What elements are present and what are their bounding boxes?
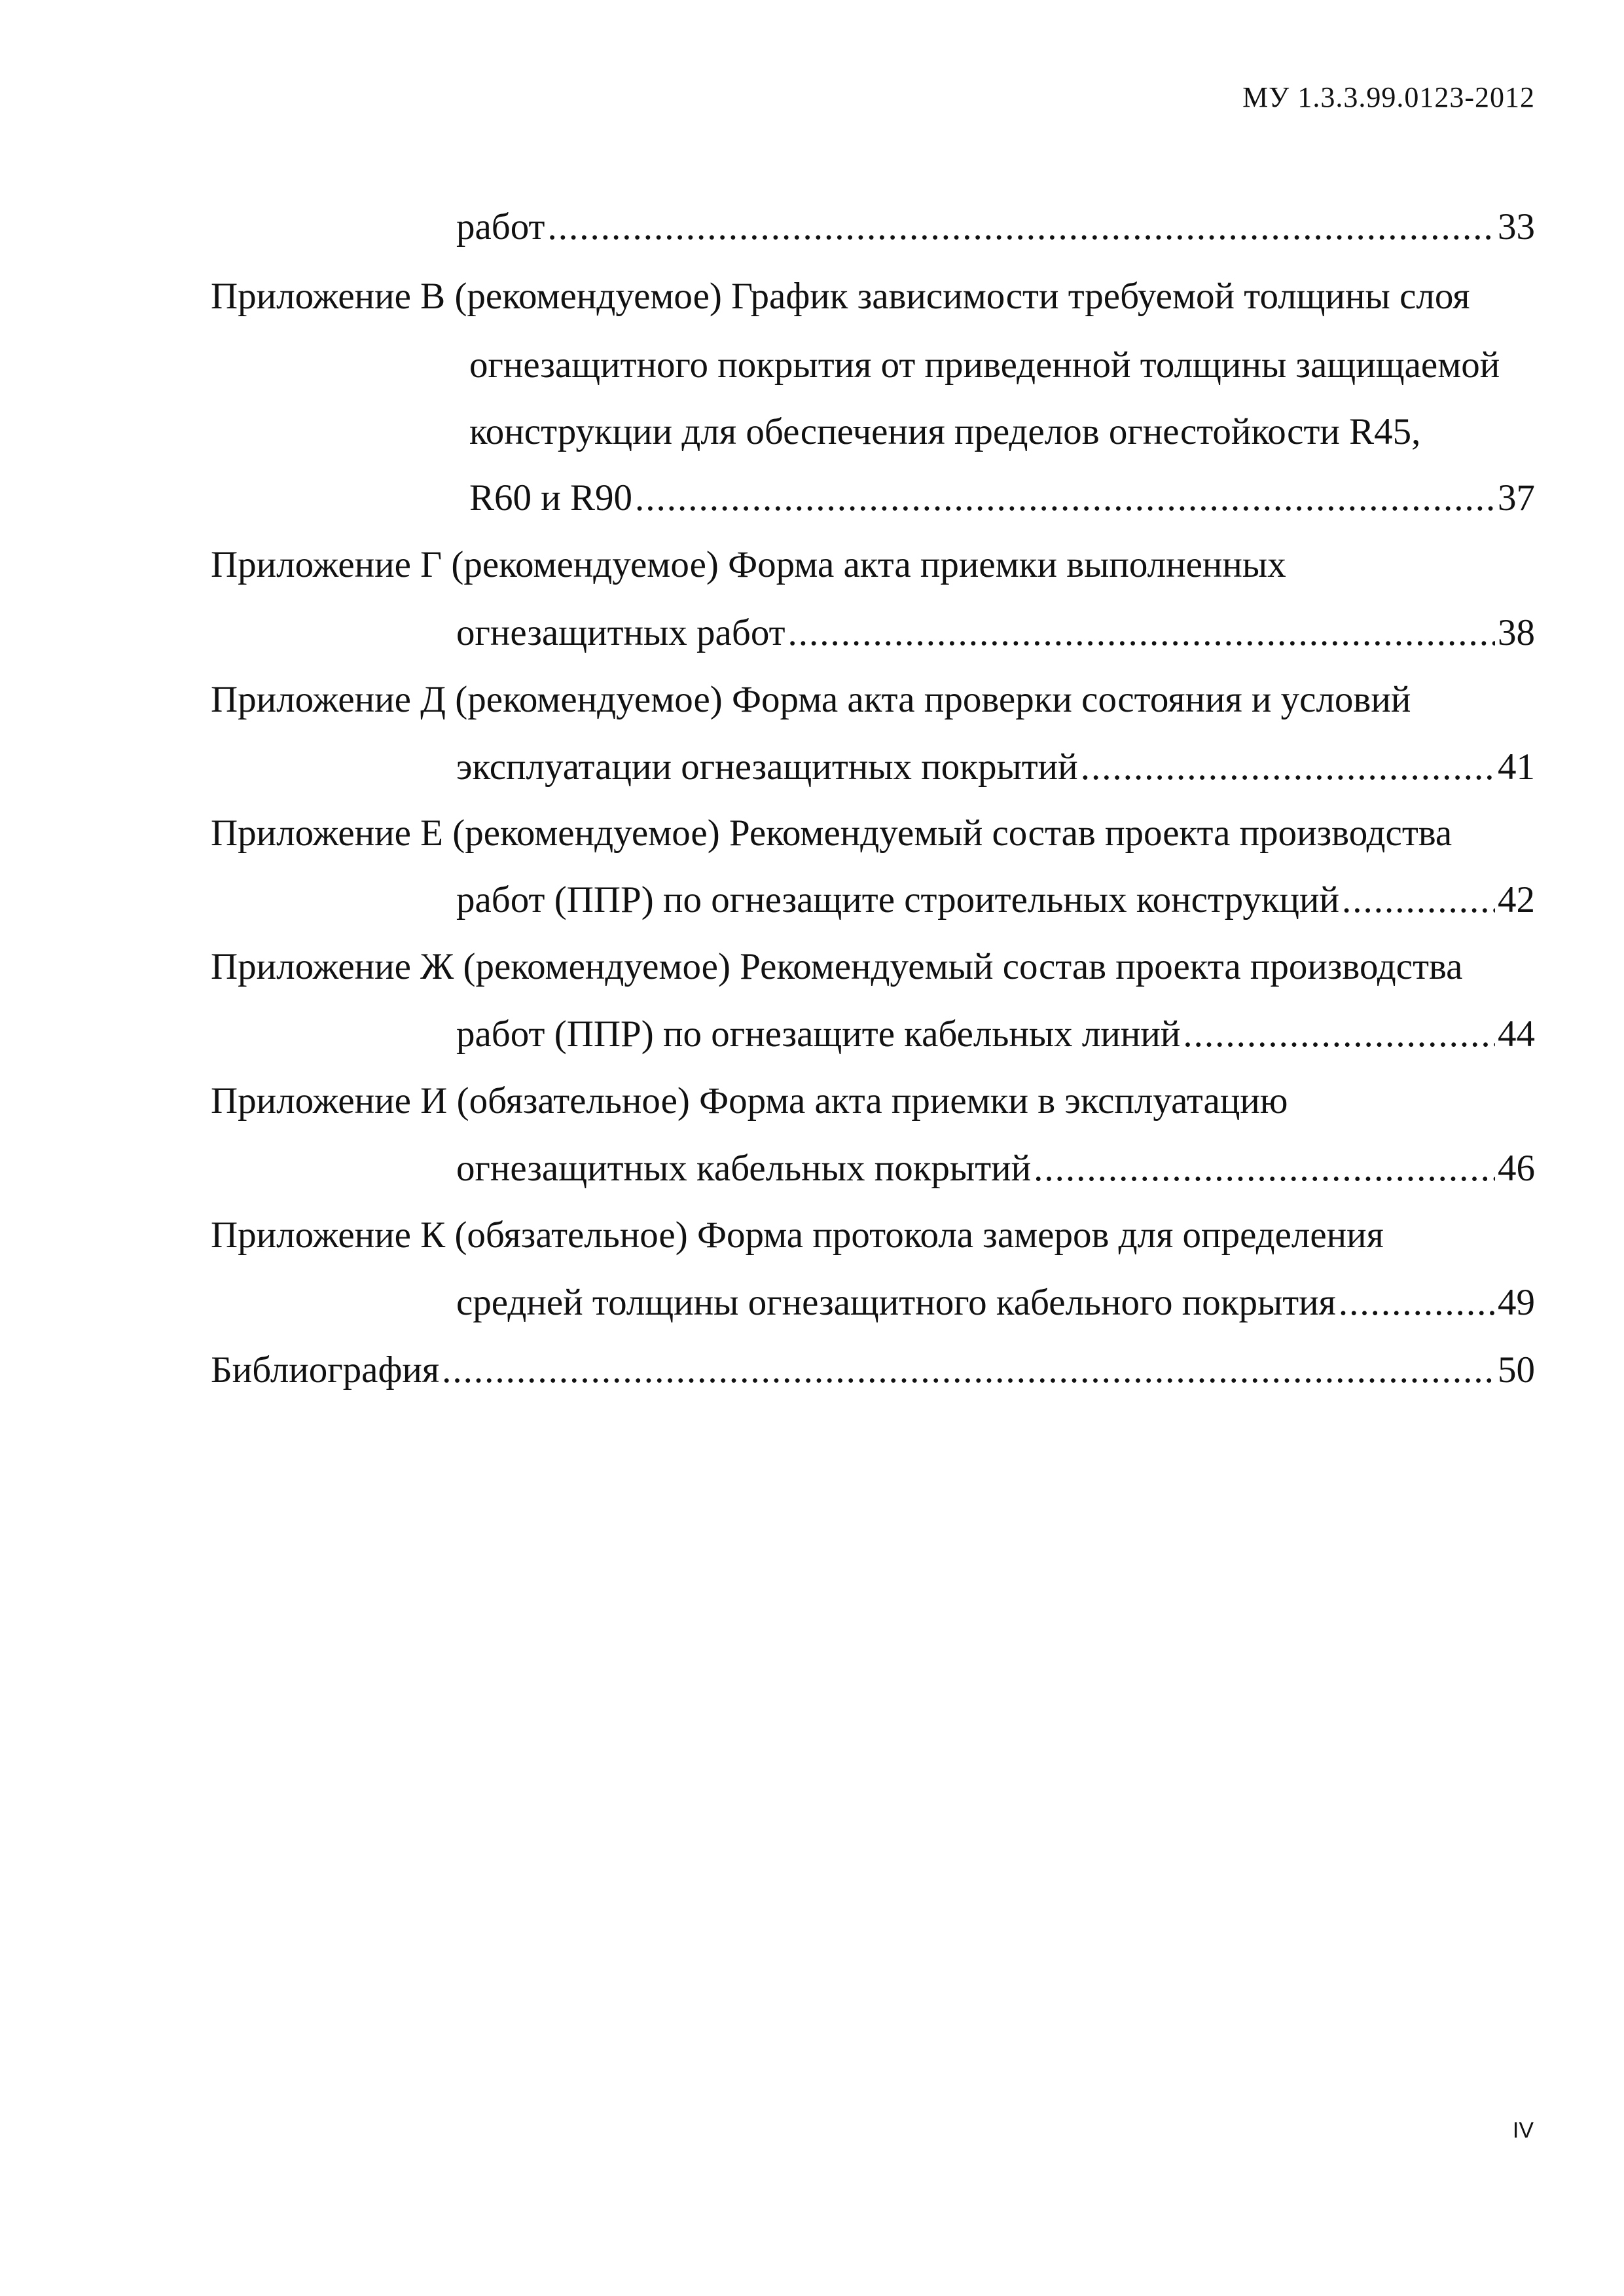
toc-entry-appendix-k-title[interactable]: Приложение К (обязательное) Форма протокола замеров для определения bbox=[211, 1214, 1384, 1256]
toc-page-number: 38 bbox=[1498, 612, 1535, 653]
toc-entry-appendix-v-line2: огнезащитного покрытия от приведенной толщины защищаемой bbox=[469, 344, 1500, 386]
page-number: IV bbox=[1512, 2118, 1534, 2143]
toc-entry-text: огнезащитных работ bbox=[456, 612, 785, 653]
toc-entry-text: огнезащитных кабельных покрытий bbox=[456, 1148, 1032, 1189]
toc-entry-appendix-d-last[interactable] bbox=[456, 744, 1535, 790]
dot-leader bbox=[635, 475, 1495, 521]
toc-entry-appendix-v-last[interactable] bbox=[469, 475, 1535, 521]
dot-leader bbox=[1342, 877, 1495, 923]
toc-entry-text: эксплуатации огнезащитных покрытий bbox=[456, 746, 1078, 788]
toc-page-number: 37 bbox=[1498, 477, 1535, 519]
toc-entry-appendix-v-title[interactable]: Приложение В (рекомендуемое) График зависимости требуемой толщины слоя bbox=[211, 276, 1470, 317]
toc-entry-bibliography[interactable] bbox=[211, 1347, 1535, 1393]
toc-page-number: 50 bbox=[1498, 1349, 1535, 1391]
dot-leader bbox=[1081, 744, 1495, 790]
toc-entry-appendix-v-line3: конструкции для обеспечения пределов огнестойкости R45, bbox=[469, 411, 1421, 452]
toc-entry-text: работ (ППР) по огнезащите строительных конструкций bbox=[456, 879, 1340, 920]
toc-entry-appendix-e-title[interactable]: Приложение Е (рекомендуемое) Рекомендуемый состав проекта производства bbox=[211, 812, 1453, 854]
document-code: МУ 1.3.3.99.0123-2012 bbox=[1242, 81, 1535, 113]
toc-entry-appendix-g-last[interactable] bbox=[456, 610, 1535, 656]
toc-entry-text: работ (ППР) по огнезащите кабельных линий bbox=[456, 1013, 1181, 1055]
dot-leader bbox=[547, 204, 1495, 250]
toc-page-number: 46 bbox=[1498, 1148, 1535, 1189]
toc-entry-text: работ bbox=[456, 206, 545, 247]
dot-leader bbox=[788, 610, 1495, 656]
toc-entry-appendix-zh-last[interactable] bbox=[456, 1011, 1535, 1057]
toc-page-number: 44 bbox=[1498, 1013, 1535, 1055]
toc-page-number: 41 bbox=[1498, 746, 1535, 788]
dot-leader bbox=[1339, 1280, 1495, 1326]
toc-entry-text: средней толщины огнезащитного кабельного покрытия bbox=[456, 1282, 1336, 1323]
toc-entry-work-continuation[interactable] bbox=[456, 204, 1535, 250]
toc-entry-appendix-d-title[interactable]: Приложение Д (рекомендуемое) Форма акта проверки состояния и условий bbox=[211, 679, 1411, 720]
toc-entry-appendix-g-title[interactable]: Приложение Г (рекомендуемое) Форма акта приемки выполненных bbox=[211, 544, 1286, 585]
toc-entry-appendix-i-title[interactable]: Приложение И (обязательное) Форма акта приемки в эксплуатацию bbox=[211, 1080, 1288, 1121]
toc-entry-text: R60 и R90 bbox=[469, 477, 633, 519]
toc-entry-appendix-k-last[interactable] bbox=[456, 1280, 1535, 1326]
toc-page-number: 42 bbox=[1498, 879, 1535, 920]
toc-entry-appendix-e-last[interactable] bbox=[456, 877, 1535, 923]
toc-entry-appendix-zh-title[interactable]: Приложение Ж (рекомендуемое) Рекомендуемый состав проекта производства bbox=[211, 946, 1463, 987]
toc-entry-text: Библиография bbox=[211, 1349, 440, 1391]
dot-leader bbox=[442, 1347, 1495, 1393]
toc-page-number: 49 bbox=[1498, 1282, 1535, 1323]
toc-entry-appendix-i-last[interactable] bbox=[456, 1146, 1535, 1192]
dot-leader bbox=[1034, 1146, 1495, 1192]
dot-leader bbox=[1183, 1011, 1495, 1057]
toc-page-number: 33 bbox=[1498, 206, 1535, 247]
